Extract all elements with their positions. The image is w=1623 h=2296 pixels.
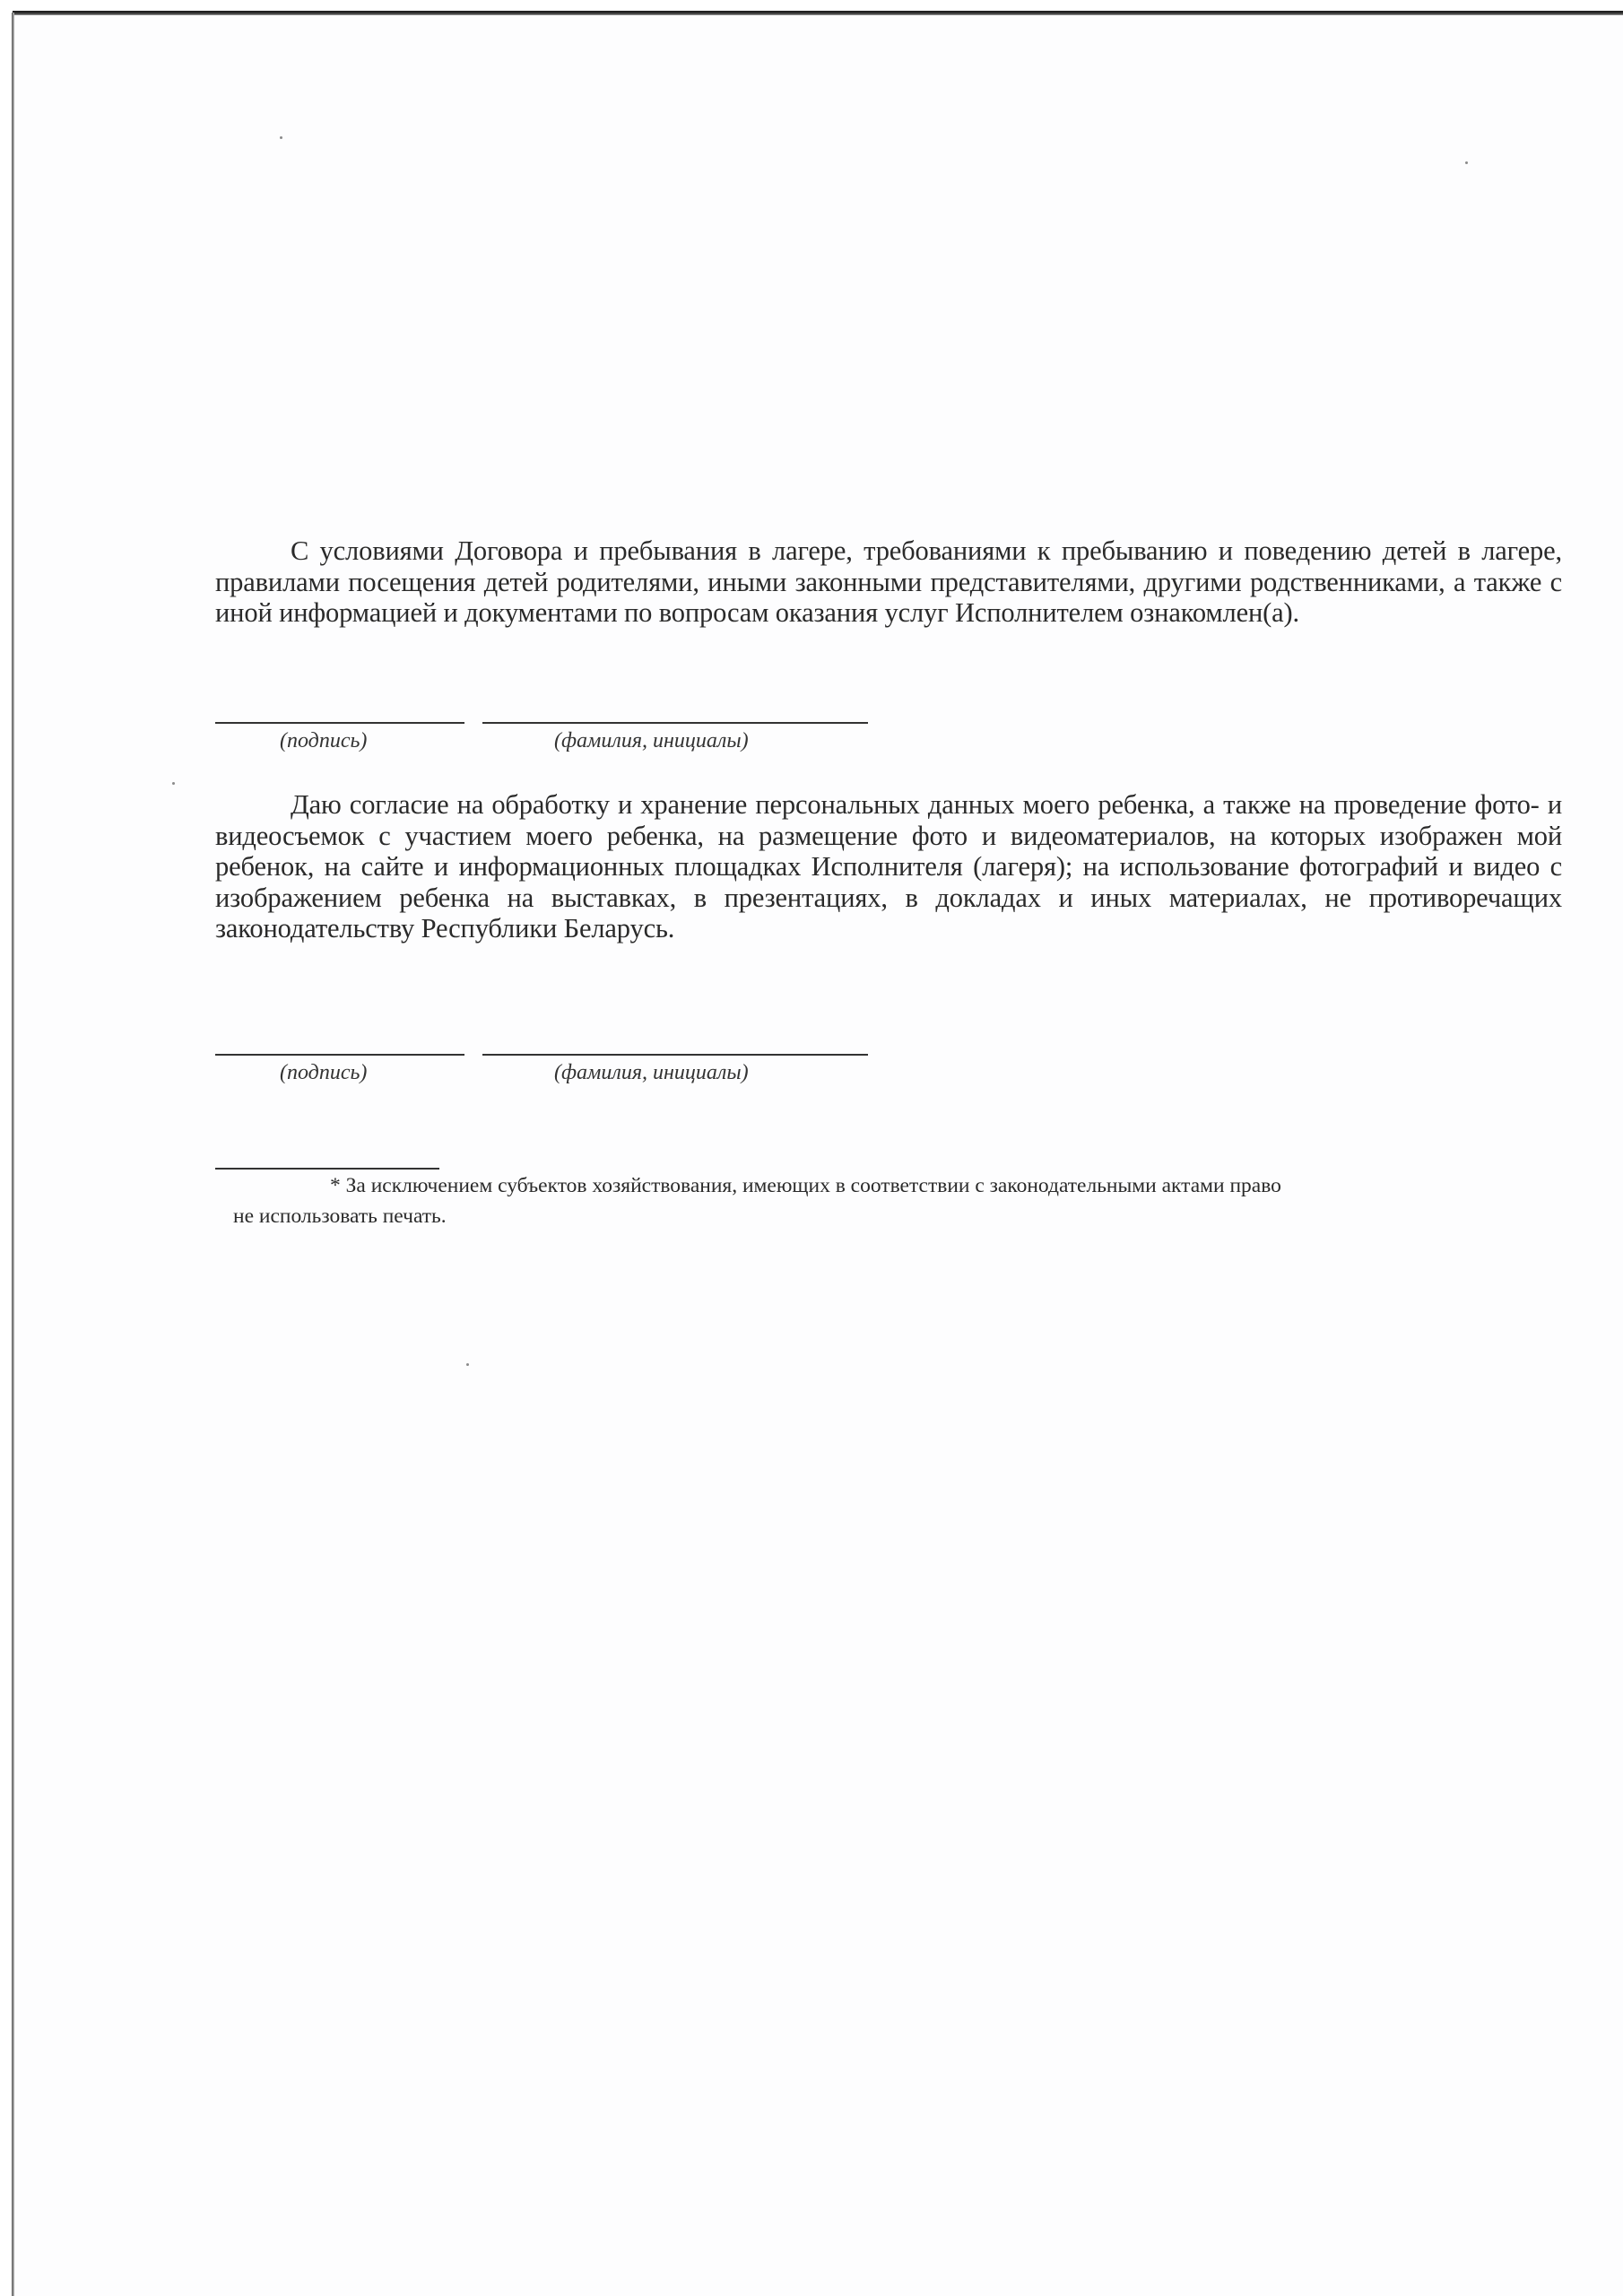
name-initials-line[interactable] <box>482 1054 868 1056</box>
footnote <box>215 1170 1560 1231</box>
scan-edge-top <box>13 11 1623 15</box>
footnote-line-2: не использовать печать. <box>233 1205 447 1228</box>
signature-line[interactable] <box>215 1054 464 1056</box>
name-initials-caption: (фамилия, инициалы) <box>554 1061 749 1084</box>
footnote-separator <box>215 1168 439 1170</box>
signature-line[interactable] <box>215 722 464 724</box>
signature-block-consent <box>215 1040 897 1085</box>
scan-speck <box>172 782 175 785</box>
signature-caption: (подпись) <box>280 1061 368 1084</box>
scanned-page <box>14 15 1623 2296</box>
scan-speck <box>280 136 282 139</box>
consent-paragraph: Даю согласие на обработку и хранение персональных данных моего ребенка, а также на проведение фото- и видеосъемок с участием моего ребенка, на размещение фото и видеоматериалов, на которых изображен мой ребенок, на сайте и информационных площадках Исполнителя (лагеря); на использование фотографий и видео с изображением ребенка на выставках, в презентациях, в докладах и иных материалах, не противоречащих законодательству Республики Беларусь. <box>215 789 1562 944</box>
signature-caption: (подпись) <box>280 729 368 752</box>
footnote-line-1: * За исключением субъектов хозяйствования, имеющих в соответствии с законодательными актами право <box>330 1174 1281 1197</box>
acknowledgement-paragraph: С условиями Договора и пребывания в лагере, требованиями к пребыванию и поведению детей в лагере, правилами посещения детей родителями, иными законными представителями, другими родственниками, а также с иной информацией и документами по вопросам оказания услуг Исполнителем ознакомлен(а). <box>215 535 1562 628</box>
name-initials-caption: (фамилия, инициалы) <box>554 729 749 752</box>
scan-edge-left <box>12 13 14 2296</box>
scan-speck <box>466 1363 469 1366</box>
signature-block-acknowledgement <box>215 709 897 753</box>
name-initials-line[interactable] <box>482 722 868 724</box>
scan-speck <box>1465 161 1468 164</box>
